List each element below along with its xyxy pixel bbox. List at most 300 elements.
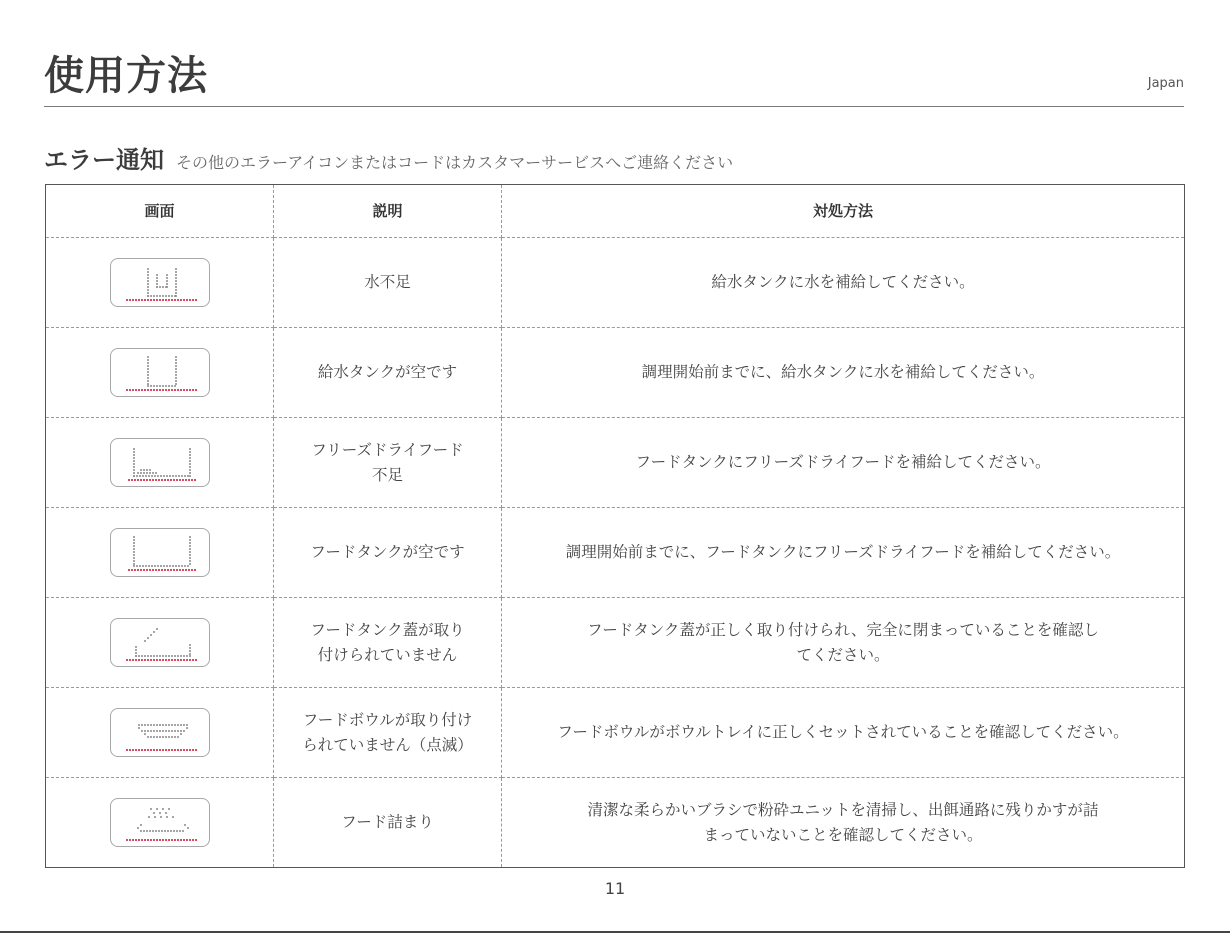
matrix-dot <box>189 548 191 550</box>
indicator-dot <box>132 749 134 751</box>
matrix-dot <box>180 730 182 732</box>
matrix-dot <box>135 646 137 648</box>
indicator-dot <box>144 839 146 841</box>
section-note: その他のエラーアイコンまたはコードはカスタマーサービスへご連絡ください <box>176 153 734 172</box>
indicator-dot <box>164 569 166 571</box>
indicator-dot <box>189 659 191 661</box>
water-tank-empty-icon <box>111 349 209 396</box>
matrix-dot <box>165 655 167 657</box>
action-cell <box>502 238 1185 328</box>
screen-cell <box>46 328 274 418</box>
indicator-dot <box>180 659 182 661</box>
matrix-dot <box>160 816 162 818</box>
matrix-dot <box>155 472 157 474</box>
matrix-dot <box>142 565 144 567</box>
matrix-dot <box>162 286 164 288</box>
matrix-dot <box>147 374 149 376</box>
indicator-dot <box>146 569 148 571</box>
indicator-dot <box>192 299 194 301</box>
matrix-dot <box>167 830 169 832</box>
indicator-dot <box>147 749 149 751</box>
indicator-dot <box>168 299 170 301</box>
matrix-dot <box>183 724 185 726</box>
matrix-dot <box>133 539 135 541</box>
matrix-dot <box>147 724 149 726</box>
matrix-dot <box>139 565 141 567</box>
matrix-dot <box>135 649 137 651</box>
indicator-dot <box>143 479 145 481</box>
description-cell <box>274 688 502 778</box>
matrix-dot <box>165 730 167 732</box>
indicator-dot <box>183 389 185 391</box>
matrix-dot <box>162 736 164 738</box>
matrix-dot <box>150 655 152 657</box>
matrix-dot <box>186 655 188 657</box>
indicator-dot <box>144 389 146 391</box>
indicator-dot <box>195 839 197 841</box>
indicator-dot <box>156 389 158 391</box>
matrix-dot <box>133 545 135 547</box>
indicator-dot <box>155 479 157 481</box>
display-screen <box>110 438 210 487</box>
matrix-dot <box>159 724 161 726</box>
indicator-dot <box>186 749 188 751</box>
indicator-dot <box>149 569 151 571</box>
matrix-dot <box>168 730 170 732</box>
table-row <box>46 688 1185 778</box>
indicator-dot <box>194 479 196 481</box>
indicator-dot <box>141 659 143 661</box>
section-header <box>44 140 733 175</box>
matrix-dot <box>166 274 168 276</box>
matrix-dot <box>171 295 173 297</box>
matrix-dot <box>158 830 160 832</box>
matrix-dot <box>133 457 135 459</box>
matrix-dot <box>144 640 146 642</box>
action-cell <box>502 598 1185 688</box>
matrix-dot <box>172 475 174 477</box>
matrix-dot <box>175 365 177 367</box>
indicator-dot <box>159 749 161 751</box>
matrix-dot <box>144 724 146 726</box>
indicator-dot <box>150 389 152 391</box>
matrix-dot <box>180 724 182 726</box>
indicator-dot <box>183 749 185 751</box>
matrix-dot <box>141 724 143 726</box>
matrix-dot <box>161 830 163 832</box>
indicator-dot <box>162 659 164 661</box>
matrix-dot <box>189 655 191 657</box>
matrix-dot <box>189 653 191 655</box>
indicator-dot <box>135 389 137 391</box>
matrix-dot <box>169 565 171 567</box>
matrix-dot <box>179 830 181 832</box>
indicator-dot <box>129 839 131 841</box>
matrix-dot <box>186 724 188 726</box>
indicator-dot <box>149 479 151 481</box>
matrix-dot <box>175 374 177 376</box>
description-text: フードタンク蓋が取り 付けられていません <box>310 620 465 664</box>
matrix-dot <box>147 655 149 657</box>
indicator-dot <box>140 569 142 571</box>
matrix-dot <box>168 655 170 657</box>
matrix-dot <box>189 557 191 559</box>
matrix-dot <box>189 463 191 465</box>
indicator-dot <box>185 569 187 571</box>
matrix-dot <box>144 733 146 735</box>
matrix-dot <box>143 830 145 832</box>
matrix-dot <box>137 827 139 829</box>
matrix-dot <box>175 565 177 567</box>
indicator-dot <box>195 749 197 751</box>
indicator-dot <box>167 569 169 571</box>
indicator-dot <box>189 839 191 841</box>
indicator-dot <box>180 839 182 841</box>
table-row <box>46 238 1185 328</box>
matrix-dot <box>150 808 152 810</box>
matrix-dot <box>152 472 154 474</box>
matrix-dot <box>175 277 177 279</box>
matrix-dot <box>133 565 135 567</box>
matrix-dot <box>175 371 177 373</box>
matrix-dot <box>175 362 177 364</box>
water-shortage-icon <box>111 259 209 306</box>
indicator-dot <box>131 479 133 481</box>
matrix-dot <box>168 808 170 810</box>
matrix-dot <box>159 730 161 732</box>
matrix-dot <box>147 295 149 297</box>
matrix-dot <box>175 271 177 273</box>
matrix-dot <box>177 730 179 732</box>
matrix-dot <box>165 385 167 387</box>
indicator-dot <box>152 479 154 481</box>
matrix-dot <box>149 830 151 832</box>
matrix-dot <box>147 268 149 270</box>
matrix-dot <box>189 472 191 474</box>
matrix-dot <box>133 475 135 477</box>
indicator-dot <box>126 389 128 391</box>
indicator-dot <box>137 479 139 481</box>
matrix-dot <box>189 448 191 450</box>
matrix-dot <box>149 469 151 471</box>
indicator-dot <box>177 749 179 751</box>
indicator-dot <box>168 839 170 841</box>
matrix-dot <box>189 551 191 553</box>
matrix-dot <box>141 655 143 657</box>
matrix-dot <box>144 655 146 657</box>
indicator-dot <box>168 389 170 391</box>
indicator-dot <box>173 569 175 571</box>
matrix-dot <box>189 560 191 562</box>
indicator-dot <box>188 479 190 481</box>
matrix-dot <box>172 565 174 567</box>
matrix-dot <box>165 812 167 814</box>
indicator-dot <box>170 569 172 571</box>
matrix-dot <box>155 830 157 832</box>
matrix-dot <box>156 808 158 810</box>
indicator-dot <box>155 569 157 571</box>
indicator-dot <box>165 659 167 661</box>
matrix-dot <box>154 475 156 477</box>
matrix-dot <box>174 295 176 297</box>
table-row <box>46 778 1185 868</box>
indicator-dot <box>150 839 152 841</box>
matrix-dot <box>147 274 149 276</box>
indicator-dot <box>194 569 196 571</box>
indicator-dot <box>156 659 158 661</box>
indicator-dot <box>141 749 143 751</box>
indicator-dot <box>171 389 173 391</box>
indicator-dot <box>134 569 136 571</box>
matrix-dot <box>189 454 191 456</box>
indicator-dot <box>159 659 161 661</box>
indicator-dot <box>153 659 155 661</box>
matrix-dot <box>189 647 191 649</box>
matrix-dot <box>135 652 137 654</box>
matrix-dot <box>156 286 158 288</box>
matrix-dot <box>178 475 180 477</box>
error-notification-table <box>45 184 1185 868</box>
indicator-dot <box>150 299 152 301</box>
indicator-dot <box>174 839 176 841</box>
action-cell <box>502 508 1185 598</box>
matrix-dot <box>165 724 167 726</box>
matrix-dot <box>147 356 149 358</box>
indicator-dot <box>192 839 194 841</box>
indicator-dot <box>168 659 170 661</box>
matrix-dot <box>175 377 177 379</box>
matrix-dot <box>165 295 167 297</box>
matrix-dot <box>159 295 161 297</box>
matrix-dot <box>166 280 168 282</box>
matrix-dot <box>133 542 135 544</box>
column-header-description: 説明 <box>274 185 502 238</box>
indicator-dot <box>156 749 158 751</box>
matrix-dot <box>133 469 135 471</box>
matrix-dot <box>162 808 164 810</box>
matrix-dot <box>147 289 149 291</box>
matrix-dot <box>175 383 177 385</box>
indicator-dot <box>195 389 197 391</box>
matrix-dot <box>133 536 135 538</box>
matrix-dot <box>175 286 177 288</box>
matrix-dot <box>159 812 161 814</box>
screen-cell <box>46 418 274 508</box>
action-cell <box>502 328 1185 418</box>
matrix-dot <box>139 475 141 477</box>
indicator-dot <box>129 749 131 751</box>
indicator-dot <box>135 299 137 301</box>
matrix-dot <box>141 730 143 732</box>
matrix-dot <box>150 730 152 732</box>
matrix-dot <box>189 460 191 462</box>
matrix-dot <box>183 655 185 657</box>
indicator-dot <box>162 839 164 841</box>
indicator-dot <box>159 299 161 301</box>
matrix-dot <box>182 830 184 832</box>
matrix-dot <box>144 730 146 732</box>
action-text: 清潔な柔らかいブラシで粉砕ユニットを清掃し、出餌通路に残りかすが詰 まっていないことを確認してください。 <box>587 800 1099 844</box>
indicator-dot <box>129 299 131 301</box>
screen-cell <box>46 508 274 598</box>
matrix-dot <box>168 724 170 726</box>
matrix-dot <box>180 733 182 735</box>
matrix-dot <box>156 295 158 297</box>
matrix-dot <box>174 736 176 738</box>
matrix-dot <box>189 451 191 453</box>
matrix-dot <box>153 736 155 738</box>
matrix-dot <box>168 295 170 297</box>
display-screen <box>110 618 210 667</box>
indicator-dot <box>177 299 179 301</box>
screen-cell <box>46 778 274 868</box>
indicator-dot <box>185 479 187 481</box>
matrix-dot <box>147 271 149 273</box>
indicator-dot <box>132 659 134 661</box>
indicator-dot <box>143 569 145 571</box>
matrix-dot <box>133 466 135 468</box>
matrix-dot <box>146 469 148 471</box>
indicator-dot <box>165 389 167 391</box>
action-text: 調理開始前までに、給水タンクに水を補給してください。 <box>641 363 1045 382</box>
matrix-dot <box>175 359 177 361</box>
matrix-dot <box>133 563 135 565</box>
matrix-dot <box>168 736 170 738</box>
indicator-dot <box>126 839 128 841</box>
indicator-dot <box>152 569 154 571</box>
matrix-dot <box>156 274 158 276</box>
indicator-dot <box>138 659 140 661</box>
matrix-dot <box>184 824 186 826</box>
screen-cell <box>46 688 274 778</box>
matrix-dot <box>143 472 145 474</box>
indicator-dot <box>188 569 190 571</box>
display-screen <box>110 258 210 307</box>
description-text: フードボウルが取り付け られていません（点滅） <box>302 710 473 754</box>
matrix-dot <box>175 274 177 276</box>
matrix-dot <box>189 466 191 468</box>
matrix-dot <box>147 365 149 367</box>
indicator-dot <box>177 389 179 391</box>
matrix-dot <box>172 816 174 818</box>
indicator-dot <box>165 839 167 841</box>
matrix-dot <box>151 475 153 477</box>
indicator-dot <box>131 569 133 571</box>
matrix-dot <box>156 628 158 630</box>
indicator-dot <box>161 569 163 571</box>
matrix-dot <box>153 812 155 814</box>
indicator-dot <box>180 299 182 301</box>
matrix-dot <box>184 565 186 567</box>
matrix-dot <box>159 385 161 387</box>
indicator-dot <box>132 389 134 391</box>
matrix-dot <box>170 830 172 832</box>
indicator-dot <box>186 389 188 391</box>
indicator-dot <box>141 299 143 301</box>
matrix-dot <box>177 736 179 738</box>
indicator-dot <box>179 479 181 481</box>
indicator-dot <box>171 299 173 301</box>
indicator-dot <box>135 839 137 841</box>
matrix-dot <box>181 475 183 477</box>
indicator-dot <box>164 479 166 481</box>
matrix-dot <box>174 730 176 732</box>
matrix-dot <box>189 539 191 541</box>
matrix-dot <box>171 385 173 387</box>
matrix-dot <box>171 736 173 738</box>
indicator-dot <box>192 389 194 391</box>
matrix-dot <box>162 730 164 732</box>
matrix-dot <box>145 565 147 567</box>
indicator-dot <box>153 839 155 841</box>
matrix-dot <box>156 724 158 726</box>
indicator-dot <box>174 659 176 661</box>
matrix-dot <box>153 655 155 657</box>
matrix-dot <box>147 730 149 732</box>
indicator-dot <box>177 839 179 841</box>
display-screen <box>110 708 210 757</box>
action-text: フードボウルがボウルトレイに正しくセットされていることを確認してください。 <box>557 723 1129 742</box>
matrix-dot <box>186 727 188 729</box>
description-cell <box>274 508 502 598</box>
indicator-dot <box>191 479 193 481</box>
matrix-dot <box>133 451 135 453</box>
indicator-dot <box>156 839 158 841</box>
description-text: 給水タンクが空です <box>317 363 458 382</box>
matrix-dot <box>147 280 149 282</box>
matrix-dot <box>154 816 156 818</box>
indicator-dot <box>186 839 188 841</box>
matrix-dot <box>133 551 135 553</box>
indicator-dot <box>134 479 136 481</box>
matrix-dot <box>164 830 166 832</box>
description-text: 水不足 <box>364 273 411 292</box>
matrix-dot <box>157 475 159 477</box>
display-screen <box>110 798 210 847</box>
indicator-dot <box>140 479 142 481</box>
indicator-dot <box>147 299 149 301</box>
indicator-dot <box>180 749 182 751</box>
indicator-dot <box>135 749 137 751</box>
description-text: フード詰まり <box>341 813 434 832</box>
indicator-dot <box>159 389 161 391</box>
indicator-dot <box>177 659 179 661</box>
indicator-dot <box>176 569 178 571</box>
matrix-dot <box>166 475 168 477</box>
indicator-dot <box>144 299 146 301</box>
indicator-dot <box>162 389 164 391</box>
matrix-dot <box>153 385 155 387</box>
matrix-dot <box>145 475 147 477</box>
display-screen <box>110 528 210 577</box>
matrix-dot <box>162 724 164 726</box>
matrix-dot <box>146 830 148 832</box>
matrix-dot <box>163 475 165 477</box>
matrix-dot <box>189 457 191 459</box>
indicator-dot <box>129 389 131 391</box>
matrix-dot <box>147 286 149 288</box>
indicator-dot <box>138 749 140 751</box>
matrix-dot <box>189 542 191 544</box>
indicator-dot <box>179 569 181 571</box>
indicator-dot <box>126 299 128 301</box>
column-header-screen: 画面 <box>46 185 274 238</box>
table-row <box>46 598 1185 688</box>
indicator-dot <box>132 299 134 301</box>
matrix-dot <box>148 565 150 567</box>
indicator-dot <box>156 299 158 301</box>
matrix-dot <box>138 655 140 657</box>
